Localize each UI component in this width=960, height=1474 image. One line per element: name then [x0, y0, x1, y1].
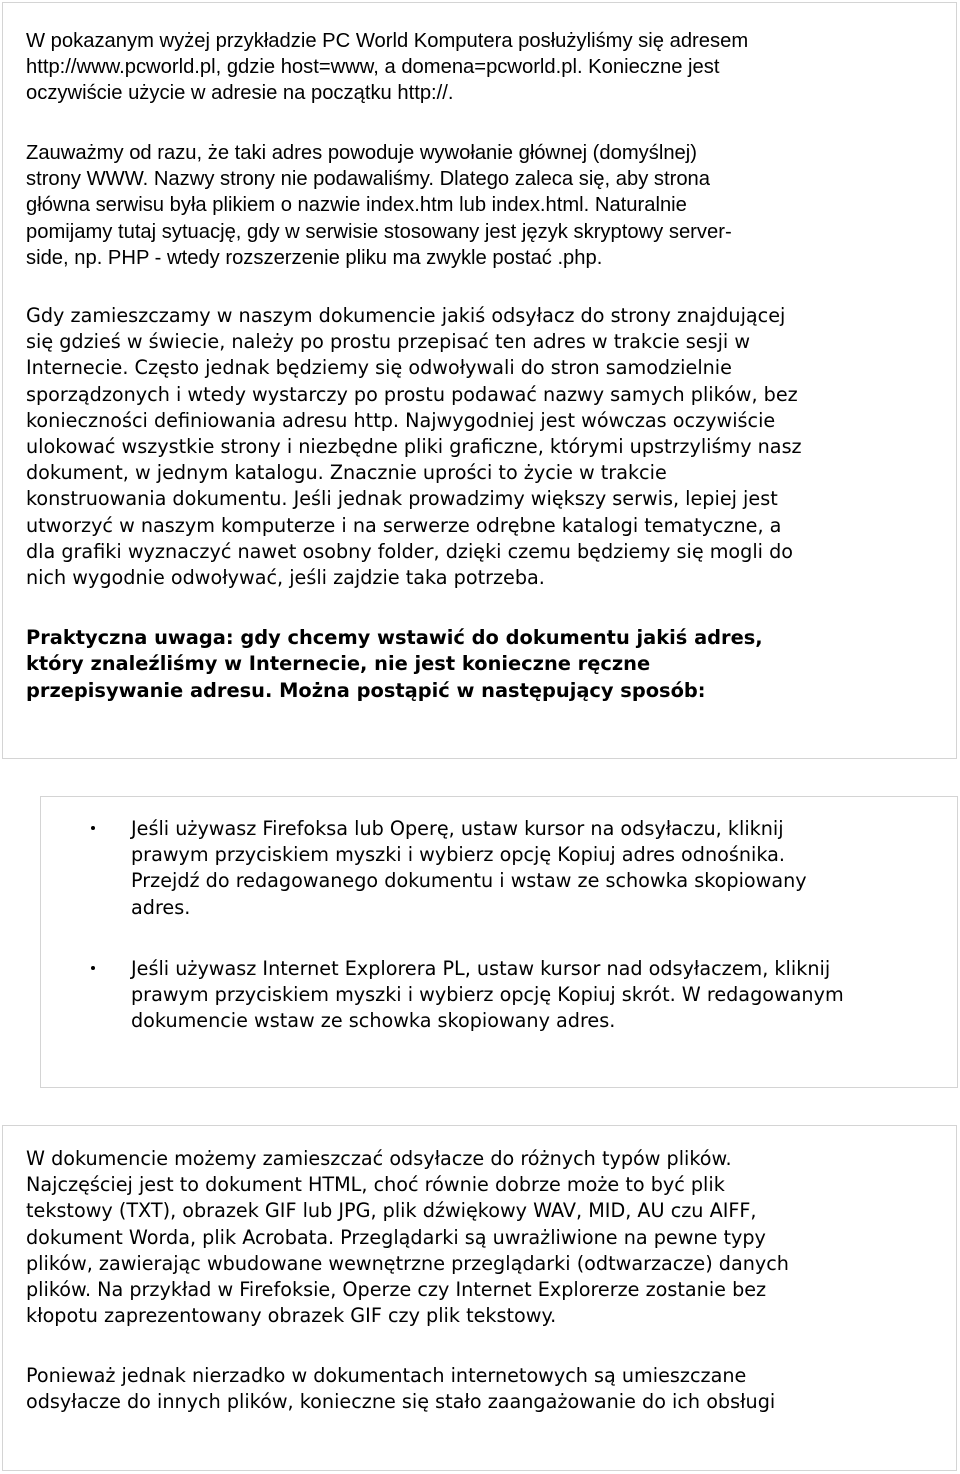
text-section-addresses: [2, 2, 957, 759]
practical-tip-heading: Praktyczna uwaga: gdy chcemy wstawić do dokumentu jakiś adres, który znaleźliśmy w Internecie, nie jest konieczne ręczne przepisywanie adresu. Można postąpić w następujący sposób:: [26, 626, 763, 702]
tip-firefox-opera: Jeśli używasz Firefoksa lub Operę, ustaw kursor na odsyłaczu, kliknij prawym przyciskiem myszki i wybierz opcję Kopiuj adres odnośnika. Przejdź do redagowanego dokumentu i wstaw ze schowka skopiowany adres.: [131, 817, 807, 919]
paragraph-linking-files: Gdy zamieszczamy w naszym dokumencie jakiś odsyłacz do strony znajdującej się gdzieś w świecie, należy po prostu przepisać ten adres w trakcie sesji w Internecie. Często jednak będziemy się odwoływali do stron samodzielnie sporządzonych i wtedy wystarczy po prostu podawać nazwy samych plików, bez konieczności definiowania adresu http. Najwygodniej jest wówczas oczywiście ulokować wszystkie strony i niezbędne pliki graficzne, którymi upstrzyliśmy nasz dokument, w jednym katalogu. Znacznie uprości to życie w trakcie konstruowania dokumentu. Jeśli jednak prowadzimy większy serwis, lepiej jest utworzyć w naszym komputerze i na serwerze odrębne katalogi tematyczne, a dla grafiki wyznaczyć nawet osobny folder, dzięki czemu będziemy się mogli do nich wygodnie odwoływać, jeśli zajdzie taka potrzeba.: [26, 304, 802, 590]
bullet-icon: [91, 966, 95, 970]
paragraph-other-files: Ponieważ jednak nierzadko w dokumentach internetowych są umieszczane odsyłacze do innych plików, konieczne się stało zaangażowanie do ich obsługi: [26, 1364, 776, 1414]
text-section-file-types: [2, 1125, 957, 1471]
paragraph-default-page: Zauważmy od razu, że taki adres powoduje wywołanie głównej (domyślnej) strony WWW. Nazwy strony nie podawaliśmy. Dlatego zaleca się, aby strona główna serwisu była plikiem o nazwie index.htm lub index.html. Naturalnie pomijamy tutaj sytuację, gdy w serwisie stosowany jest język skryptowy server- side, np. PHP - wtedy rozszerzenie pliku ma zwykle postać .php.: [26, 142, 732, 269]
bullet-icon: [91, 826, 95, 830]
tip-internet-explorer: Jeśli używasz Internet Explorera PL, ustaw kursor nad odsyłaczem, kliknij prawym przyciskiem myszki i wybierz opcję Kopiuj skrót. W redagowanym dokumencie wstaw ze schowka skopiowany adres.: [131, 957, 844, 1033]
paragraph-file-types: W dokumencie możemy zamieszczać odsyłacze do różnych typów plików. Najczęściej jest to dokument HTML, choć równie dobrze może to być plik tekstowy (TXT), obrazek GIF lub JPG, plik dźwiękowy WAV, MID, AU czu AIFF, dokument Worda, plik Acrobata. Przeglądarki są uwrażliwione na pewne typy plików, zawierając wbudowane wewnętrzne przeglądarki (odtwarzacze) danych plików. Na przykład w Firefoksie, Operze czy Internet Explorerze zostanie bez kłopotu zaprezentowany obrazek GIF czy plik tekstowy.: [26, 1147, 789, 1328]
tips-list: [40, 796, 958, 1088]
paragraph-pcworld-example: W pokazanym wyżej przykładzie PC World Komputera posłużyliśmy się adresem http://www.pcworld.pl, gdzie host=www, a domena=pcworld.pl. Konieczne jest oczywiście użycie w adresie na początku http://.: [26, 30, 749, 105]
